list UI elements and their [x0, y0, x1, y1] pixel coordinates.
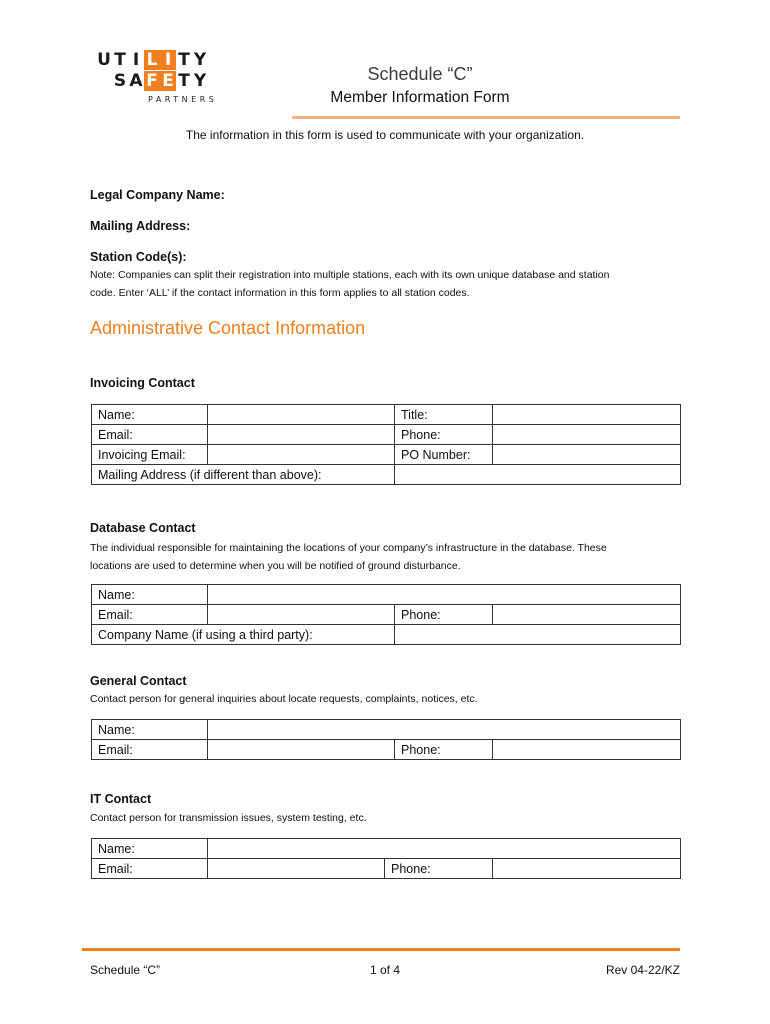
general-contact-heading: General Contact — [90, 674, 187, 688]
logo-letter-highlight: E — [160, 71, 176, 91]
table-row — [92, 405, 681, 425]
description-line: The individual responsible for maintaining the locations of your company’s infrastructure in the database. These — [90, 542, 607, 554]
name-label: Name: — [92, 839, 208, 859]
logo-letter: A — [129, 71, 143, 91]
company-name-label: Company Name (if using a third party): — [92, 625, 395, 645]
invoicing-contact-heading: Invoicing Contact — [90, 376, 195, 390]
logo-letter: S — [113, 71, 127, 91]
invoicing-mailing-address-field[interactable] — [395, 465, 681, 485]
name-label: Name: — [92, 585, 208, 605]
table-row — [92, 859, 681, 879]
footer-revision: Rev 04-22/KZ — [605, 963, 680, 977]
logo-subtitle: PARTNERS — [148, 95, 218, 104]
it-contact-description: Contact person for transmission issues, system testing, etc. — [90, 812, 367, 824]
note-line: code. Enter ‘ALL’ if the contact information in this form applies to all station codes. — [90, 287, 470, 299]
database-email-field[interactable] — [208, 605, 395, 625]
name-label: Name: — [92, 720, 208, 740]
phone-label: Phone: — [395, 605, 493, 625]
header-divider — [292, 116, 680, 119]
table-row — [92, 740, 681, 760]
table-row — [92, 425, 681, 445]
description-line: locations are used to determine when you will be notified of ground disturbance. — [90, 560, 461, 572]
name-label: Name: — [92, 405, 208, 425]
table-row — [92, 465, 681, 485]
table-row — [92, 625, 681, 645]
po-number-field[interactable] — [493, 445, 681, 465]
logo-letter-highlight: F — [144, 71, 160, 91]
it-name-field[interactable] — [208, 839, 681, 859]
logo-letter: U — [97, 50, 111, 70]
title-label: Title: — [395, 405, 493, 425]
database-contact-heading: Database Contact — [90, 521, 196, 535]
logo-letter: T — [178, 50, 190, 70]
phone-label: Phone: — [385, 859, 493, 879]
footer-document-name: Schedule “C” — [90, 963, 161, 977]
station-codes-note — [90, 266, 690, 302]
email-label: Email: — [92, 605, 208, 625]
table-row — [92, 605, 681, 625]
email-label: Email: — [92, 859, 208, 879]
logo-letter: T — [178, 71, 190, 91]
it-contact-table — [91, 838, 681, 879]
table-row — [92, 445, 681, 465]
table-row — [92, 839, 681, 859]
logo-row-safety — [112, 71, 226, 91]
database-company-name-field[interactable] — [395, 625, 681, 645]
invoicing-email-label: Invoicing Email: — [92, 445, 208, 465]
logo-letter-highlight: L — [144, 50, 160, 70]
invoicing-phone-field[interactable] — [493, 425, 681, 445]
general-contact-description: Contact person for general inquiries about locate requests, complaints, notices, etc. — [90, 693, 478, 705]
invoicing-email-field[interactable] — [208, 425, 395, 445]
mailing-address-label: Mailing Address (if different than above): — [92, 465, 395, 485]
invoicing-contact-table — [91, 404, 681, 485]
document-subtitle: Member Information Form — [330, 89, 510, 106]
company-logo — [96, 50, 226, 110]
phone-label: Phone: — [395, 740, 493, 760]
database-phone-field[interactable] — [493, 605, 681, 625]
invoicing-title-field[interactable] — [493, 405, 681, 425]
legal-company-name-label: Legal Company Name: — [90, 188, 225, 202]
it-phone-field[interactable] — [493, 859, 681, 879]
email-label: Email: — [92, 740, 208, 760]
email-label: Email: — [92, 425, 208, 445]
database-name-field[interactable] — [208, 585, 681, 605]
intro-text: The information in this form is used to communicate with your organization. — [185, 128, 585, 142]
table-row — [92, 720, 681, 740]
logo-row-utility — [96, 50, 226, 70]
document-title: Schedule “C” — [367, 64, 473, 84]
section-heading-admin-contact: Administrative Contact Information — [90, 318, 366, 338]
logo-letter-highlight: I — [160, 50, 176, 70]
logo-letter: Y — [193, 71, 207, 91]
footer-page-number: 1 of 4 — [369, 963, 401, 977]
database-contact-description — [90, 539, 690, 575]
it-contact-heading: IT Contact — [90, 792, 152, 806]
general-contact-table — [91, 719, 681, 760]
note-line: Note: Companies can split their registration into multiple stations, each with its own unique database and station — [90, 269, 610, 281]
logo-letter: T — [114, 50, 126, 70]
mailing-address-label: Mailing Address: — [90, 219, 191, 233]
general-email-field[interactable] — [208, 740, 395, 760]
it-email-field[interactable] — [208, 859, 385, 879]
footer-divider — [82, 948, 680, 951]
general-phone-field[interactable] — [493, 740, 681, 760]
invoicing-email-address-field[interactable] — [208, 445, 395, 465]
logo-letter: I — [132, 50, 140, 70]
po-number-label: PO Number: — [395, 445, 493, 465]
station-codes-label: Station Code(s): — [90, 250, 187, 264]
database-contact-table — [91, 584, 681, 645]
invoicing-name-field[interactable] — [208, 405, 395, 425]
logo-letter: Y — [193, 50, 207, 70]
table-row — [92, 585, 681, 605]
phone-label: Phone: — [395, 425, 493, 445]
general-name-field[interactable] — [208, 720, 681, 740]
